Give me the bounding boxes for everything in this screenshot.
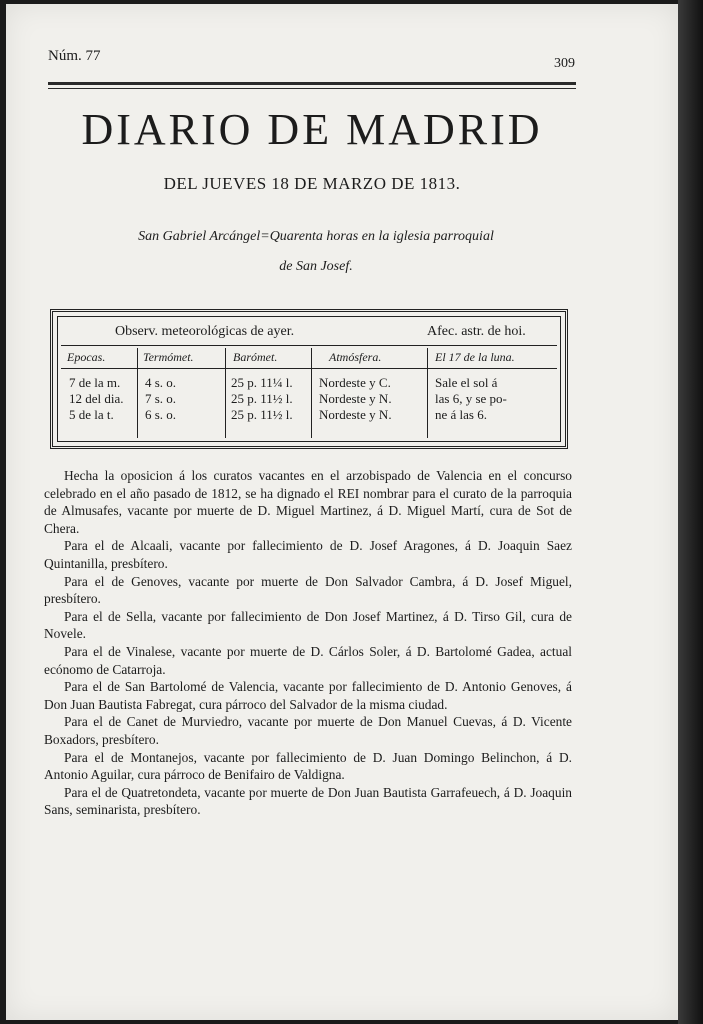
col-divider (311, 348, 312, 438)
article-paragraph: Para el de Vinalese, vacante por muerte de D. Cárlos Soler, á D. Bartolomé Gadea, actual ecónomo de Catarroja. (44, 643, 572, 677)
newspaper-page (6, 4, 678, 1020)
masthead-title: DIARIO DE MADRID (81, 105, 543, 154)
barometro-cell: 25 p. 11¼ l. 25 p. 11½ l. 25 p. 11½ l. (231, 375, 293, 422)
col-luna: El 17 de la luna. (435, 350, 515, 364)
header-rule (48, 82, 576, 85)
col-atmosfera: Atmósfera. (329, 350, 382, 364)
page-number: 309 (554, 56, 575, 71)
atmosfera-cell: Nordeste y C. Nordeste y N. Nordeste y N. (319, 375, 392, 422)
issue-number: Núm. 77 (48, 48, 101, 64)
luna-cell: Sale el sol á las 6, y se po- ne á las 6. (435, 375, 507, 422)
article-paragraph: Para el de Montanejos, vacante por fallecimiento de D. Juan Domingo Belinchon, á D. Antonio Aguilar, cura párroco de Benifairo de Valdigna. (44, 749, 572, 783)
issue-date: DEL JUEVES 18 DE MARZO DE 1813. (163, 174, 461, 193)
header-rule-thin (48, 88, 576, 89)
saint-of-day (66, 222, 566, 282)
book-spine (678, 0, 703, 1024)
col-barometro: Barómet. (233, 350, 278, 364)
article-paragraph: Para el de Canet de Murviedro, vacante por muerte de Don Manuel Cuevas, á D. Vicente Boxadors, presbítero. (44, 714, 572, 747)
termometro-cell: 4 s. o. 7 s. o. 6 s. o. (145, 375, 177, 422)
weather-heading: Observ. meteorológicas de ayer. (115, 324, 295, 339)
article-body (44, 467, 572, 819)
article-paragraph: Para el de Alcaali, vacante por fallecimiento de D. Josef Aragones, á D. Joaquin Saez Quintanilla, presbítero. (44, 538, 572, 571)
article-paragraph: Para el de Quatretondeta, vacante por muerte de Don Juan Bautista Garrafeuech, á D. Joaquin Sans, seminarista, presbítero. (44, 784, 572, 818)
article-paragraph: Para el de Sella, vacante por fallecimiento de Don Josef Martinez, á D. Tirso Gil, cura de Novele. (44, 608, 572, 642)
article-paragraph: Hecha la oposicion á los curatos vacantes en el arzobispado de Valencia en el concurso celebrado en el año pasado de 1812, se ha dignado el REI nombrar para el curato de la parroquia de Almusafes, vacante por muerte de D. Miguel Martinez, á D. Miguel Martí, cura de Sot de Chera. (44, 468, 572, 536)
col-divider (137, 348, 138, 438)
article-paragraph: Para el de San Bartolomé de Valencia, vacante por fallecimiento de D. Antonio Genoves, á Don Juan Bautista Fabregat, cura párroco del Salvador de la misma ciudad. (44, 679, 572, 712)
astro-heading: Afec. astr. de hoi. (427, 324, 526, 339)
epoca-cell: 7 de la m. 12 del dia. 5 de la t. (69, 375, 124, 422)
col-divider (427, 348, 428, 438)
weather-rule (61, 368, 557, 369)
article-paragraph: Para el de Genoves, vacante por muerte de Don Salvador Cambra, á D. Josef Miguel, presbítero. (44, 573, 572, 607)
col-epocas: Epocas. (67, 350, 106, 364)
saint-line-2: de San Josef. (279, 259, 353, 274)
col-termometro: Termómet. (143, 350, 194, 364)
col-divider (225, 348, 226, 438)
saint-line-1: San Gabriel Arcángel=Quarenta horas en la iglesia parroquial (138, 229, 494, 244)
weather-rule (61, 345, 557, 346)
weather-table (50, 309, 568, 449)
